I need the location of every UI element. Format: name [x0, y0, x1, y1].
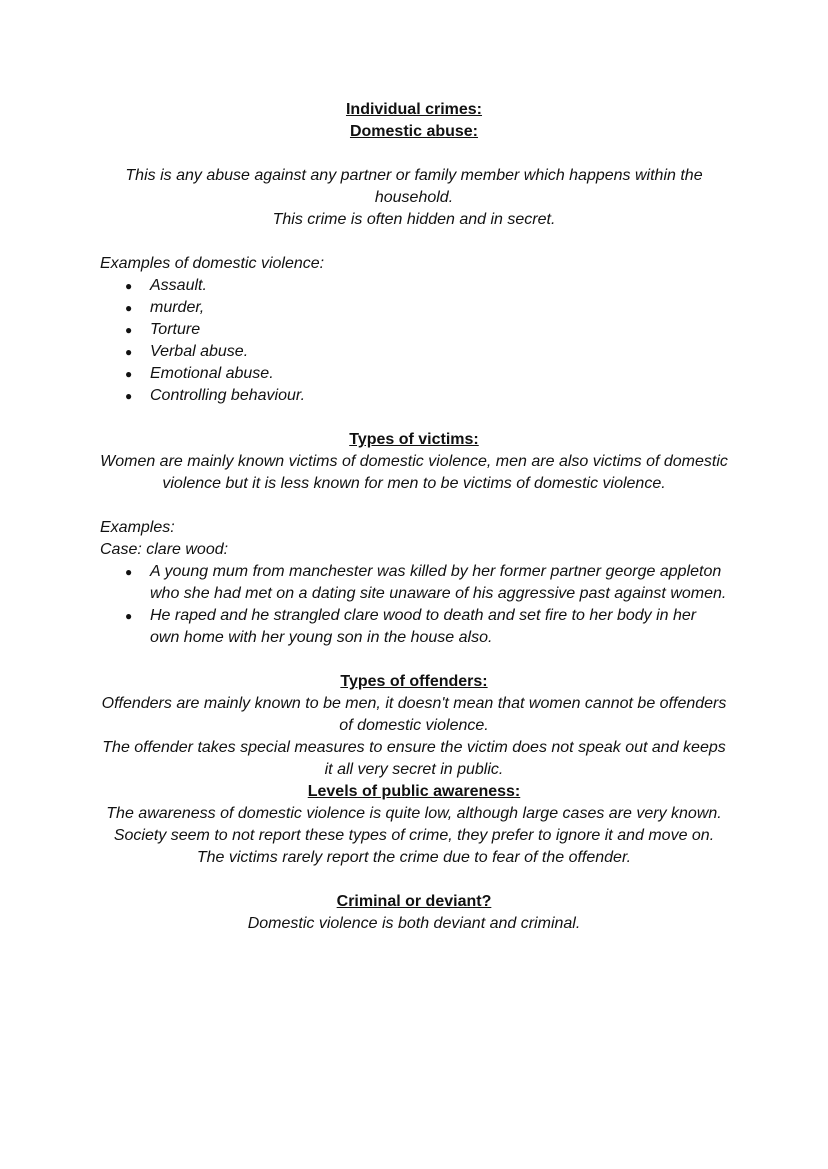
- spacer: [100, 231, 728, 253]
- case-points-list: [100, 561, 728, 649]
- list-item: ● Assault.: [100, 275, 728, 297]
- examples-list: [100, 275, 728, 407]
- awareness-line-2: Society seem to not report these types of crime, they prefer to ignore it and move on.: [113, 827, 715, 844]
- intro-line-1: This is any abuse against any partner or family member which happens within the household.: [125, 167, 703, 206]
- intro-line-2: This crime is often hidden and in secret.: [272, 211, 556, 228]
- spacer: [100, 143, 728, 165]
- offenders-line-1: Offenders are mainly known to be men, it doesn't mean that women cannot be offenders of domestic violence.: [101, 695, 727, 734]
- sub-heading: Domestic abuse:: [349, 123, 479, 140]
- spacer: [100, 495, 728, 517]
- examples-label: Examples of domestic violence:: [100, 255, 325, 272]
- case-label: Case: clare wood:: [100, 541, 229, 558]
- spacer: [100, 407, 728, 429]
- list-item: ● Verbal abuse.: [100, 341, 728, 363]
- list-item: ● murder,: [100, 297, 728, 319]
- spacer: [100, 649, 728, 671]
- offenders-heading: Types of offenders:: [340, 673, 488, 690]
- list-item: ● Controlling behaviour.: [100, 385, 728, 407]
- criminal-text: Domestic violence is both deviant and criminal.: [247, 915, 581, 932]
- list-item: ● He raped and he strangled clare wood to death and set fire to her body in her own home with her young son in the house also.: [100, 605, 728, 649]
- offenders-line-2: The offender takes special measures to ensure the victim does not speak out and keeps it all very secret in public.: [102, 739, 726, 778]
- awareness-line-1: The awareness of domestic violence is quite low, although large cases are very known.: [106, 805, 722, 822]
- list-item: ● Emotional abuse.: [100, 363, 728, 385]
- spacer: [100, 869, 728, 891]
- victims-text: Women are mainly known victims of domestic violence, men are also victims of domestic violence but it is less known for men to be victims of domestic violence.: [100, 453, 728, 492]
- list-item: ● Torture: [100, 319, 728, 341]
- criminal-heading: Criminal or deviant?: [336, 893, 492, 910]
- awareness-line-3: The victims rarely report the crime due to fear of the offender.: [196, 849, 632, 866]
- case-examples-label: Examples:: [100, 519, 175, 536]
- awareness-heading: Levels of public awareness:: [307, 783, 521, 800]
- victims-heading: Types of victims:: [349, 431, 479, 448]
- main-heading: Individual crimes:: [345, 101, 483, 118]
- list-item: ● A young mum from manchester was killed by her former partner george appleton who she had met on a dating site unaware of his aggressive past against women.: [100, 561, 728, 605]
